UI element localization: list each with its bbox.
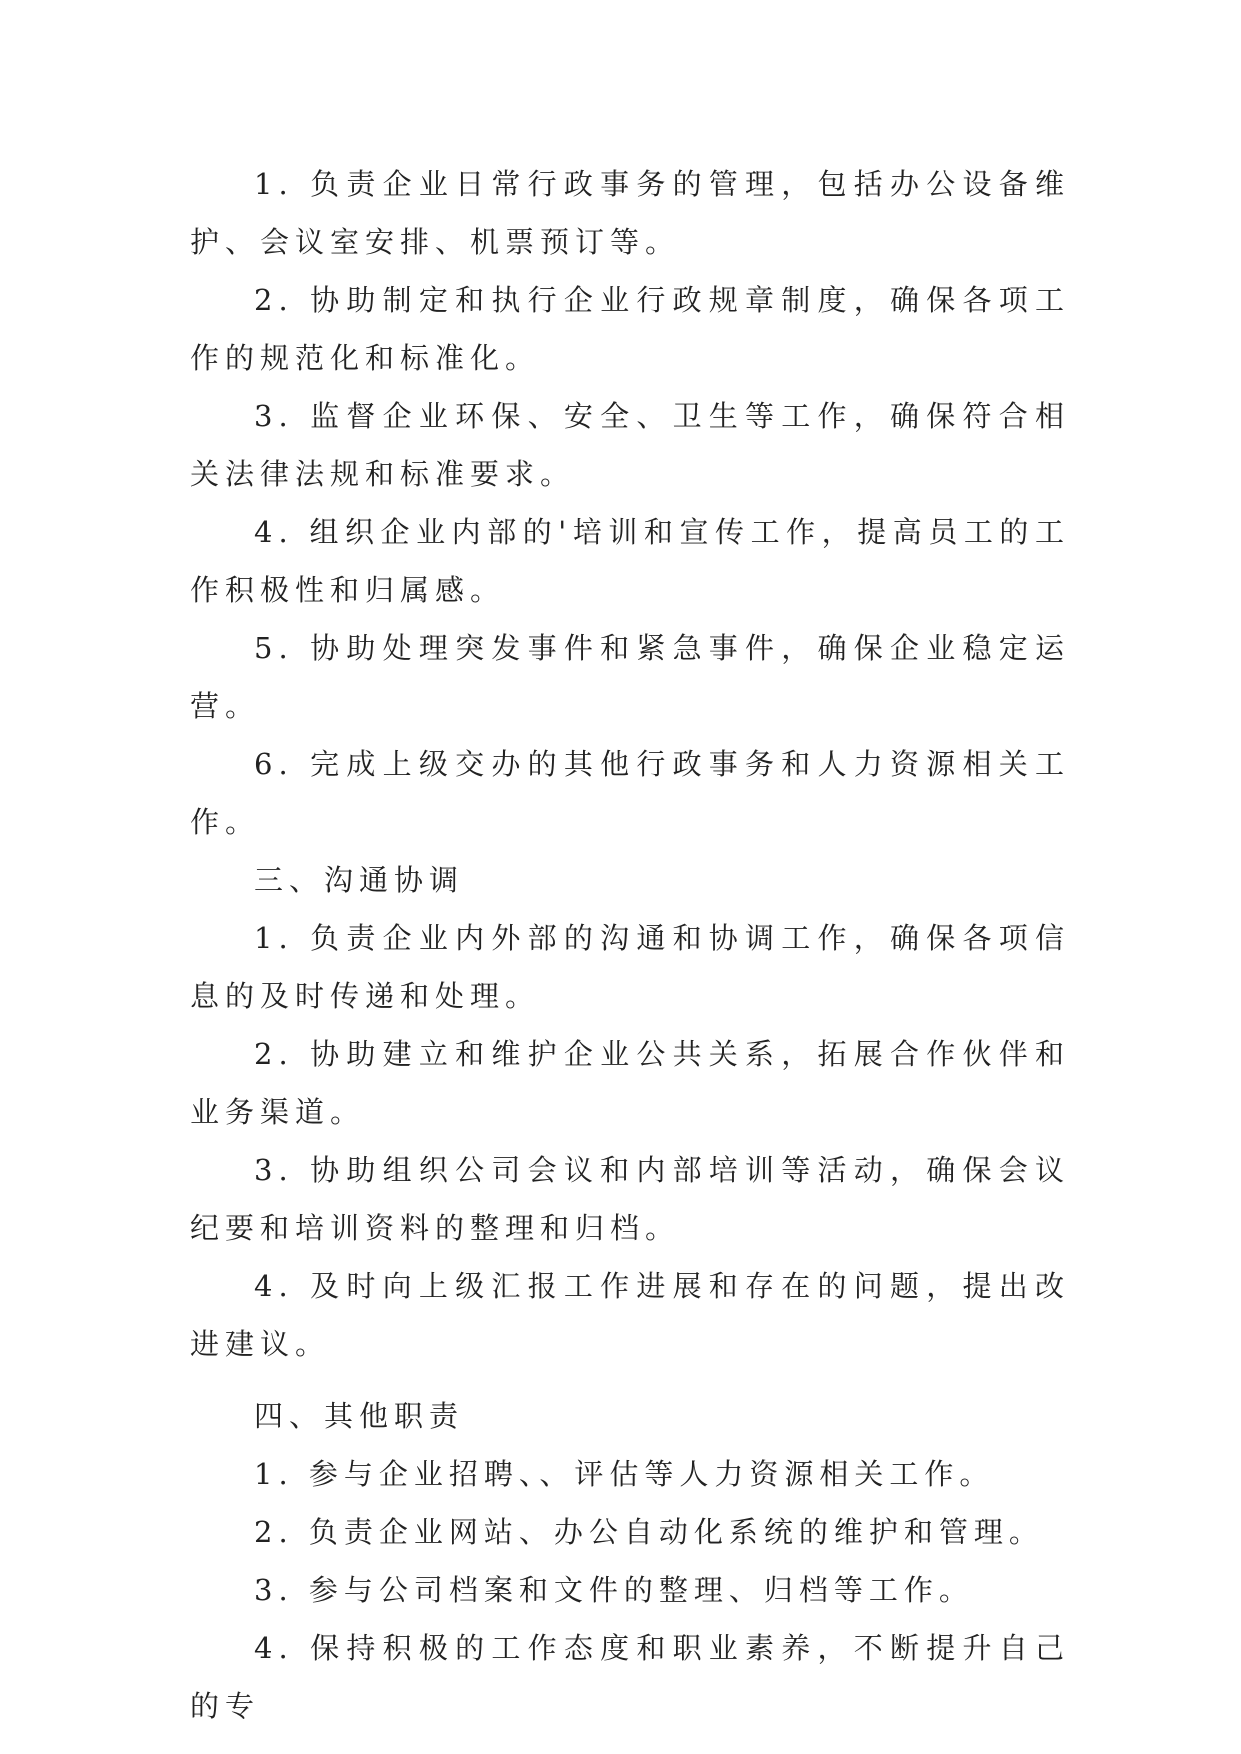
spacer [190,1373,1070,1387]
paragraph: 3. 协助组织公司会议和内部培训等活动，确保会议纪要和培训资料的整理和归档。 [190,1153,1070,1245]
paragraph: 4. 及时向上级汇报工作进展和存在的问题，提出改进建议。 [190,1269,1070,1361]
paragraph: 2. 协助建立和维护企业公共关系，拓展合作伙伴和业务渠道。 [190,1037,1070,1129]
paragraph: 1. 参与企业招聘、、评估等人力资源相关工作。 [254,1457,995,1491]
section-heading: 三、沟通协调 [254,863,465,897]
paragraph: 5. 协助处理突发事件和紧急事件，确保企业稳定运营。 [190,631,1070,723]
paragraph: 2. 负责企业网站、办公自动化系统的维护和管理。 [254,1515,1044,1549]
paragraph: 3. 参与公司档案和文件的整理、归档等工作。 [254,1573,974,1607]
paragraph: 2. 协助制定和执行企业行政规章制度，确保各项工作的规范化和标准化。 [190,283,1070,375]
paragraph: 1. 负责企业日常行政事务的管理，包括办公设备维护、会议室安排、机票预订等。 [190,167,1070,259]
paragraph: 6. 完成上级交办的其他行政事务和人力资源相关工作。 [190,747,1070,839]
paragraph: 1. 负责企业内外部的沟通和协调工作，确保各项信息的及时传递和处理。 [190,921,1070,1013]
document-body [190,155,1070,1735]
paragraph: 4. 保持积极的工作态度和职业素养，不断提升自己的专 [190,1631,1070,1723]
paragraph: 3. 监督企业环保、安全、卫生等工作，确保符合相关法律法规和标准要求。 [190,399,1070,491]
section-heading: 四、其他职责 [254,1399,465,1433]
paragraph: 4. 组织企业内部的'培训和宣传工作，提高员工的工作积极性和归属感。 [190,515,1070,607]
